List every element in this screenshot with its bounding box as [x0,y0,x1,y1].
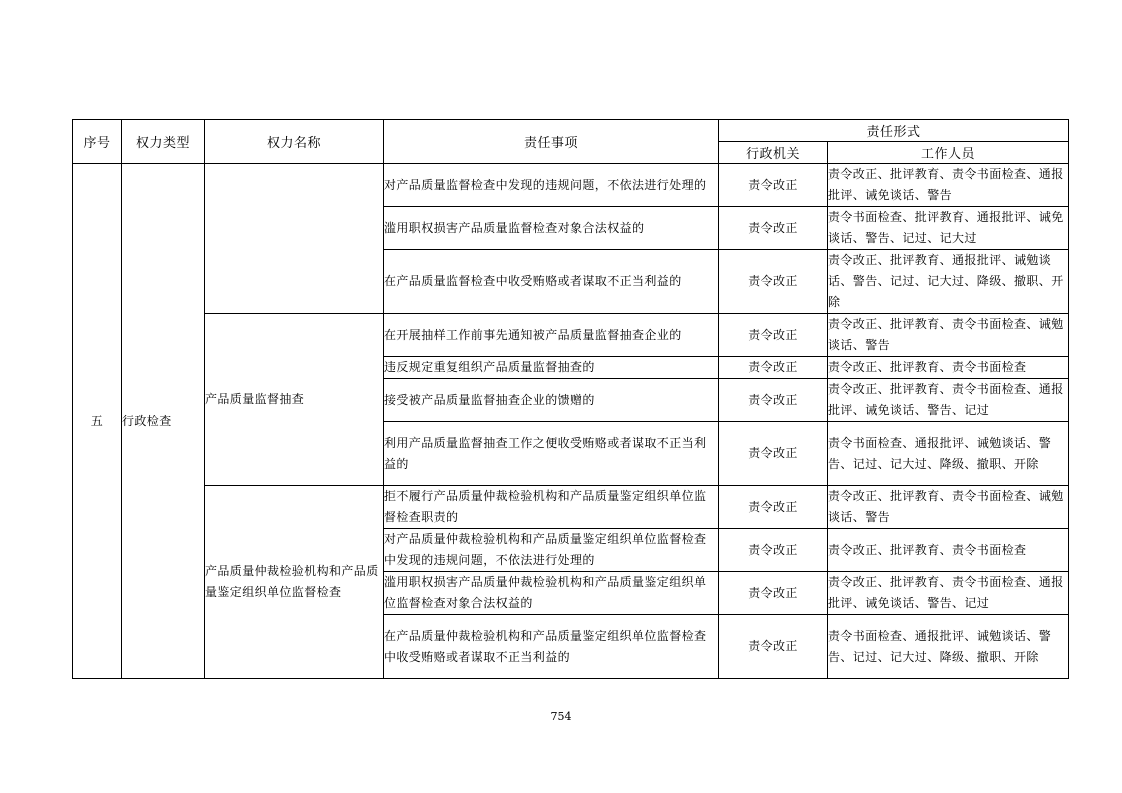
page-number: 754 [550,710,572,723]
section-seq: 五 [73,164,122,679]
power-name-cell: 产品质量监督抽查 [205,314,384,486]
admin-organ-cell: 责令改正 [719,379,828,422]
table-row [73,314,1069,357]
responsibility-item: 对产品质量仲裁检验机构和产品质量鉴定组织单位监督检查中发现的违规问题，不依法进行处理的 [384,529,719,572]
staff-cell: 责令书面检查、批评教育、通报批评、诫免谈话、警告、记过、记大过 [828,207,1069,250]
staff-cell: 责令改正、批评教育、责令书面检查、通报批评、诫免谈话、警告 [828,164,1069,207]
admin-organ-cell: 责令改正 [719,422,828,486]
admin-organ-cell: 责令改正 [719,572,828,615]
staff-cell: 责令改正、批评教育、责令书面检查、诫勉谈话、警告 [828,314,1069,357]
responsibility-item: 滥用职权损害产品质量仲裁检验机构和产品质量鉴定组织单位监督检查对象合法权益的 [384,572,719,615]
header-staff: 工作人员 [828,142,1069,164]
staff-cell: 责令改正、批评教育、通报批评、诫勉谈话、警告、记过、记大过、降级、撤职、开除 [828,250,1069,314]
staff-cell: 责令改正、批评教育、责令书面检查 [828,357,1069,379]
admin-organ-cell: 责令改正 [719,207,828,250]
table-row [73,164,1069,207]
responsibility-item: 拒不履行产品质量仲裁检验机构和产品质量鉴定组织单位监督检查职责的 [384,486,719,529]
staff-cell: 责令书面检查、通报批评、诫勉谈话、警告、记过、记大过、降级、撤职、开除 [828,615,1069,679]
responsibility-item: 利用产品质量监督抽查工作之便收受贿赂或者谋取不正当利益的 [384,422,719,486]
responsibility-item: 接受被产品质量监督抽查企业的馈赠的 [384,379,719,422]
header-power-name: 权力名称 [205,120,384,164]
responsibility-item: 滥用职权损害产品质量监督检查对象合法权益的 [384,207,719,250]
section-power-type: 行政检查 [122,164,205,679]
staff-cell: 责令改正、批评教育、责令书面检查 [828,529,1069,572]
responsibility-item: 违反规定重复组织产品质量监督抽查的 [384,357,719,379]
admin-organ-cell: 责令改正 [719,529,828,572]
header-seq: 序号 [73,120,122,164]
header-responsibility: 责任事项 [384,120,719,164]
admin-organ-cell: 责令改正 [719,314,828,357]
admin-organ-cell: 责令改正 [719,250,828,314]
power-name-cell: 产品质量仲裁检验机构和产品质量鉴定组织单位监督检查 [205,486,384,679]
header-admin-organ: 行政机关 [719,142,828,164]
responsibility-item: 在产品质量仲裁检验机构和产品质量鉴定组织单位监督检查中收受贿赂或者谋取不正当利益的 [384,615,719,679]
admin-organ-cell: 责令改正 [719,164,828,207]
table-row [73,486,1069,529]
power-name-cell [205,164,384,314]
admin-organ-cell: 责令改正 [719,486,828,529]
header-power-type: 权力类型 [122,120,205,164]
admin-organ-cell: 责令改正 [719,615,828,679]
responsibility-table [72,119,1069,679]
responsibility-item: 在产品质量监督检查中收受贿赂或者谋取不正当利益的 [384,250,719,314]
staff-cell: 责令改正、批评教育、责令书面检查、通报批评、诫免谈话、警告、记过 [828,379,1069,422]
responsibility-item: 在开展抽样工作前事先通知被产品质量监督抽查企业的 [384,314,719,357]
responsibility-item: 对产品质量监督检查中发现的违规问题，不依法进行处理的 [384,164,719,207]
staff-cell: 责令改正、批评教育、责令书面检查、诫勉谈话、警告 [828,486,1069,529]
staff-cell: 责令改正、批评教育、责令书面检查、通报批评、诫免谈话、警告、记过 [828,572,1069,615]
header-form: 责任形式 [719,120,1069,142]
admin-organ-cell: 责令改正 [719,357,828,379]
staff-cell: 责令书面检查、通报批评、诫勉谈话、警告、记过、记大过、降级、撤职、开除 [828,422,1069,486]
